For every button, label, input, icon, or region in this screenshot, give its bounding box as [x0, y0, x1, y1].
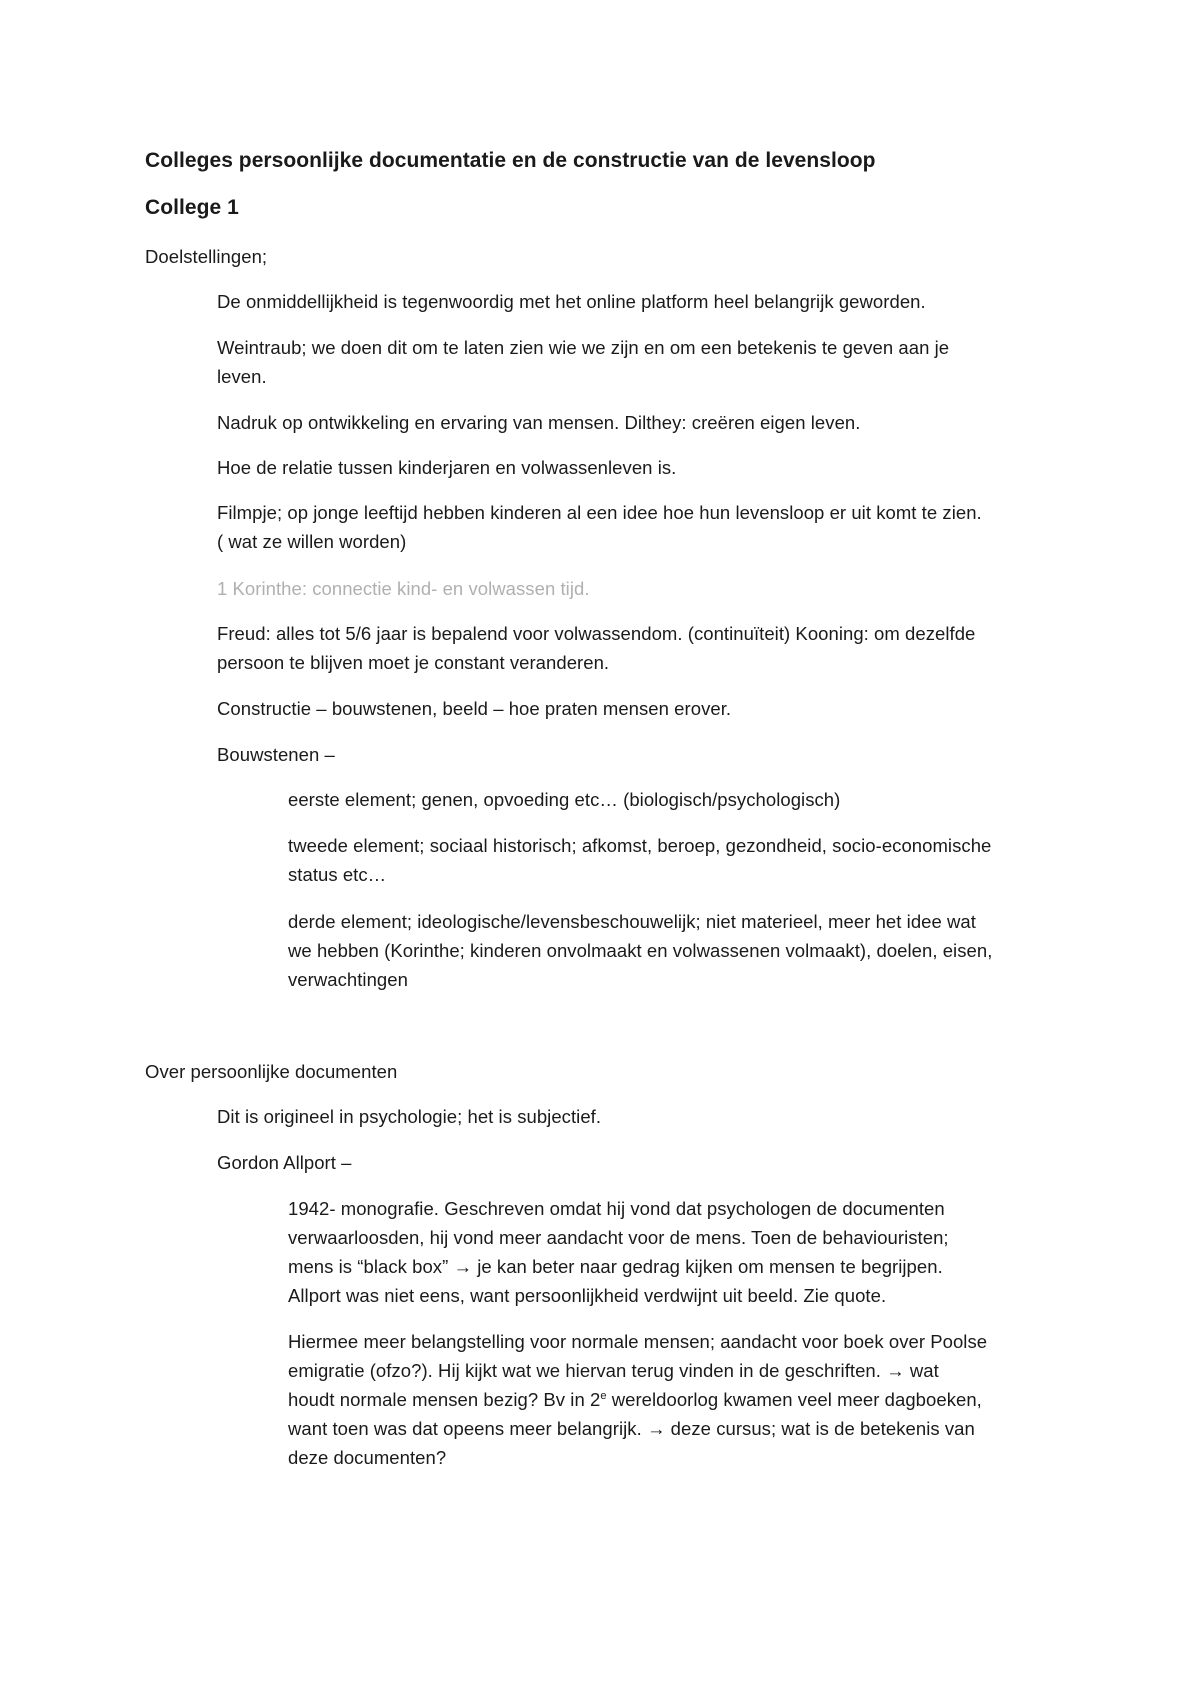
paragraph: Weintraub; we doen dit om te laten zien wie we zijn en om een betekenis te geven aan je [217, 337, 950, 358]
bouwsteen-item: eerste element; genen, opvoeding etc… (biologisch/psychologisch) [288, 789, 841, 810]
section-label-documenten: Over persoonlijke documenten [145, 1061, 398, 1082]
paragraph: Freud: alles tot 5/6 jaar is bepalend voor volwassendom. (continuïteit) Kooning: om dezelfde [217, 623, 976, 644]
bouwsteen-item: we hebben (Korinthe; kinderen onvolmaakt en volwassenen volmaakt), doelen, eisen, [288, 940, 993, 961]
document-title: Colleges persoonlijke documentatie en de constructie van de levensloop [145, 149, 876, 172]
allport-item: emigratie (ofzo?). Hij kijkt wat we hiervan terug vinden in de geschriften. → wat [288, 1360, 939, 1381]
allport-item: verwaarloosden, hij vond meer aandacht voor de mens. Toen de behaviouristen; [288, 1227, 949, 1248]
allport-item: mens is “black box” → je kan beter naar gedrag kijken om mensen te begrijpen. [288, 1256, 943, 1277]
allport-item: want toen was dat opeens meer belangrijk. → deze cursus; wat is de betekenis van [288, 1418, 975, 1439]
paragraph: Hoe de relatie tussen kinderjaren en volwassenleven is. [217, 457, 677, 478]
paragraph: Dit is origineel in psychologie; het is subjectief. [217, 1106, 602, 1127]
section-label-doelstellingen: Doelstellingen; [145, 246, 268, 267]
allport-item: deze documenten? [288, 1447, 447, 1468]
paragraph: Constructie – bouwstenen, beeld – hoe praten mensen erover. [217, 698, 732, 719]
allport-line-end: wereldoorlog kwamen veel meer dagboeken, [606, 1389, 982, 1410]
allport-item [288, 1385, 982, 1414]
allport-item: Allport was niet eens, want persoonlijkheid verdwijnt uit beeld. Zie quote. [288, 1285, 887, 1306]
ordinal-superscript: e [600, 1389, 607, 1402]
allport-item: 1942- monografie. Geschreven omdat hij vond dat psychologen de documenten [288, 1198, 945, 1219]
faded-paragraph: 1 Korinthe: connectie kind- en volwassen tijd. [217, 578, 590, 599]
bouwsteen-item: derde element; ideologische/levensbeschouwelijk; niet materieel, meer het idee wat [288, 911, 976, 932]
paragraph: Nadruk op ontwikkeling en ervaring van mensen. Dilthey: creëren eigen leven. [217, 412, 861, 433]
paragraph: De onmiddellijkheid is tegenwoordig met het online platform heel belangrijk geworden. [217, 291, 926, 312]
bouwsteen-item: verwachtingen [288, 969, 408, 990]
paragraph: Filmpje; op jonge leeftijd hebben kinderen al een idee hoe hun levensloop er uit komt te zien. [217, 502, 982, 523]
paragraph: persoon te blijven moet je constant veranderen. [217, 652, 610, 673]
college-heading: College 1 [145, 196, 239, 219]
allport-item: Hiermee meer belangstelling voor normale mensen; aandacht voor boek over Poolse [288, 1331, 988, 1352]
paragraph: Gordon Allport – [217, 1152, 352, 1173]
bouwsteen-item: tweede element; sociaal historisch; afkomst, beroep, gezondheid, socio-economische [288, 835, 992, 856]
paragraph: leven. [217, 366, 267, 387]
paragraph-bouwstenen: Bouwstenen – [217, 744, 335, 765]
allport-line-start: houdt normale mensen bezig? Bv in 2 [288, 1389, 601, 1410]
paragraph: ( wat ze willen worden) [217, 531, 407, 552]
bouwsteen-item: status etc… [288, 864, 387, 885]
